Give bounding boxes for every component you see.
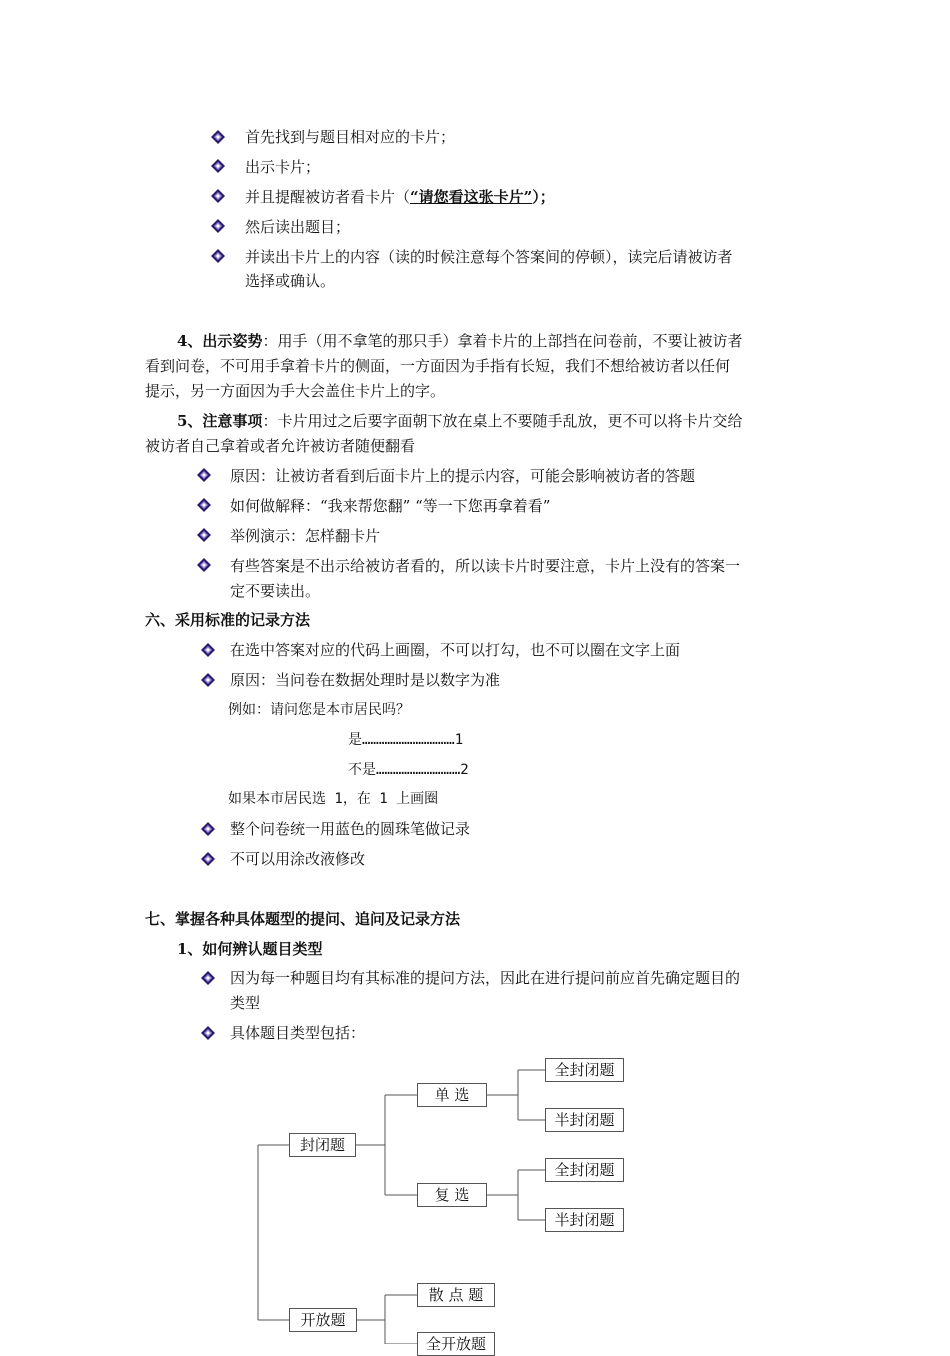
node-scatter-question: 散 点 题 <box>417 1283 495 1307</box>
quote-suffix: ）； <box>532 188 555 206</box>
item5-line2: 被访者自己拿着或者允许被访者随便翻看 <box>145 437 416 455</box>
item4-line2: 看到问卷，不可用手拿着卡片的侧面，一方面因为手指有长短，我们不想给被访者以任何 <box>145 357 731 375</box>
node-multiple-choice: 复 选 <box>417 1183 487 1207</box>
list-item-continuation: 类型 <box>230 994 261 1012</box>
item4-text: ：用手（用不拿笔的那只手）拿着卡片的上部挡在问卷前，不要让被访者 <box>262 332 743 350</box>
list-item: 不可以用涂改液修改 <box>230 850 366 868</box>
quote-label: “请您看这张卡片” <box>410 188 533 206</box>
example-option-1: 是……………………………1 <box>348 732 464 748</box>
node-semi-closed-1: 半封闭题 <box>545 1108 624 1132</box>
list-item: 如何做解释：“我来帮您翻” “等一下您再拿着看” <box>230 497 551 515</box>
list-item-continuation: 定不要读出。 <box>230 582 321 600</box>
item4-line3: 提示，另一方面因为手大会盖住卡片上的字。 <box>145 382 446 400</box>
section6-heading: 六、采用标准的记录方法 <box>145 611 311 629</box>
list-item: 举例演示：怎样翻卡片 <box>230 527 381 545</box>
example-question: 例如：请问您是本市居民吗？ <box>228 702 410 718</box>
list-item: 整个问卷统一用蓝色的圆珠笔做记录 <box>230 820 471 838</box>
node-open-question: 开放题 <box>289 1308 357 1332</box>
section7-subheading: 1、如何辨认题目类型 <box>177 940 323 958</box>
list-item-text: 并且提醒被访者看卡片（ <box>245 188 411 206</box>
list-item: 原因：当问卷在数据处理时是以数字为准 <box>230 671 501 689</box>
item5-text: ：卡片用过之后要字面朝下放在桌上不要随手乱放，更不可以将卡片交给 <box>262 412 743 430</box>
list-item: 然后读出题目； <box>245 218 351 236</box>
item5-heading: 5、注意事项 <box>177 412 263 430</box>
list-item: 并读出卡片上的内容（读的时候注意每个答案间的停顿），读完后请被访者 <box>245 248 733 266</box>
node-fully-closed-2: 全封闭题 <box>545 1158 624 1182</box>
node-closed-question: 封闭题 <box>289 1133 356 1157</box>
example-note: 如果本市居民选 1，在 1 上画圈 <box>228 791 439 807</box>
list-item-continuation: 选择或确认。 <box>245 272 336 290</box>
node-semi-closed-2: 半封闭题 <box>545 1208 624 1232</box>
list-item: 出示卡片； <box>245 158 321 176</box>
example-option-2: 不是…………………………2 <box>348 762 469 778</box>
section7-heading: 七、掌握各种具体题型的提问、追问及记录方法 <box>145 910 461 928</box>
list-item: 在选中答案对应的代码上画圈，不可以打勾，也不可以圈在文字上面 <box>230 641 681 659</box>
node-fully-open: 全开放题 <box>417 1332 495 1356</box>
list-item: 首先找到与题目相对应的卡片； <box>245 128 456 146</box>
list-item: 因为每一种题目均有其标准的提问方法，因此在进行提问前应首先确定题目的 <box>230 969 741 987</box>
list-item: 有些答案是不出示给被访者看的，所以读卡片时要注意，卡片上没有的答案一 <box>230 557 741 575</box>
list-item: 具体题目类型包括： <box>230 1024 366 1042</box>
node-fully-closed-1: 全封闭题 <box>545 1058 624 1082</box>
node-single-choice: 单 选 <box>417 1083 487 1107</box>
item4-heading: 4、出示姿势 <box>177 332 263 350</box>
list-item: 原因：让被访者看到后面卡片上的提示内容，可能会影响被访者的答题 <box>230 467 696 485</box>
